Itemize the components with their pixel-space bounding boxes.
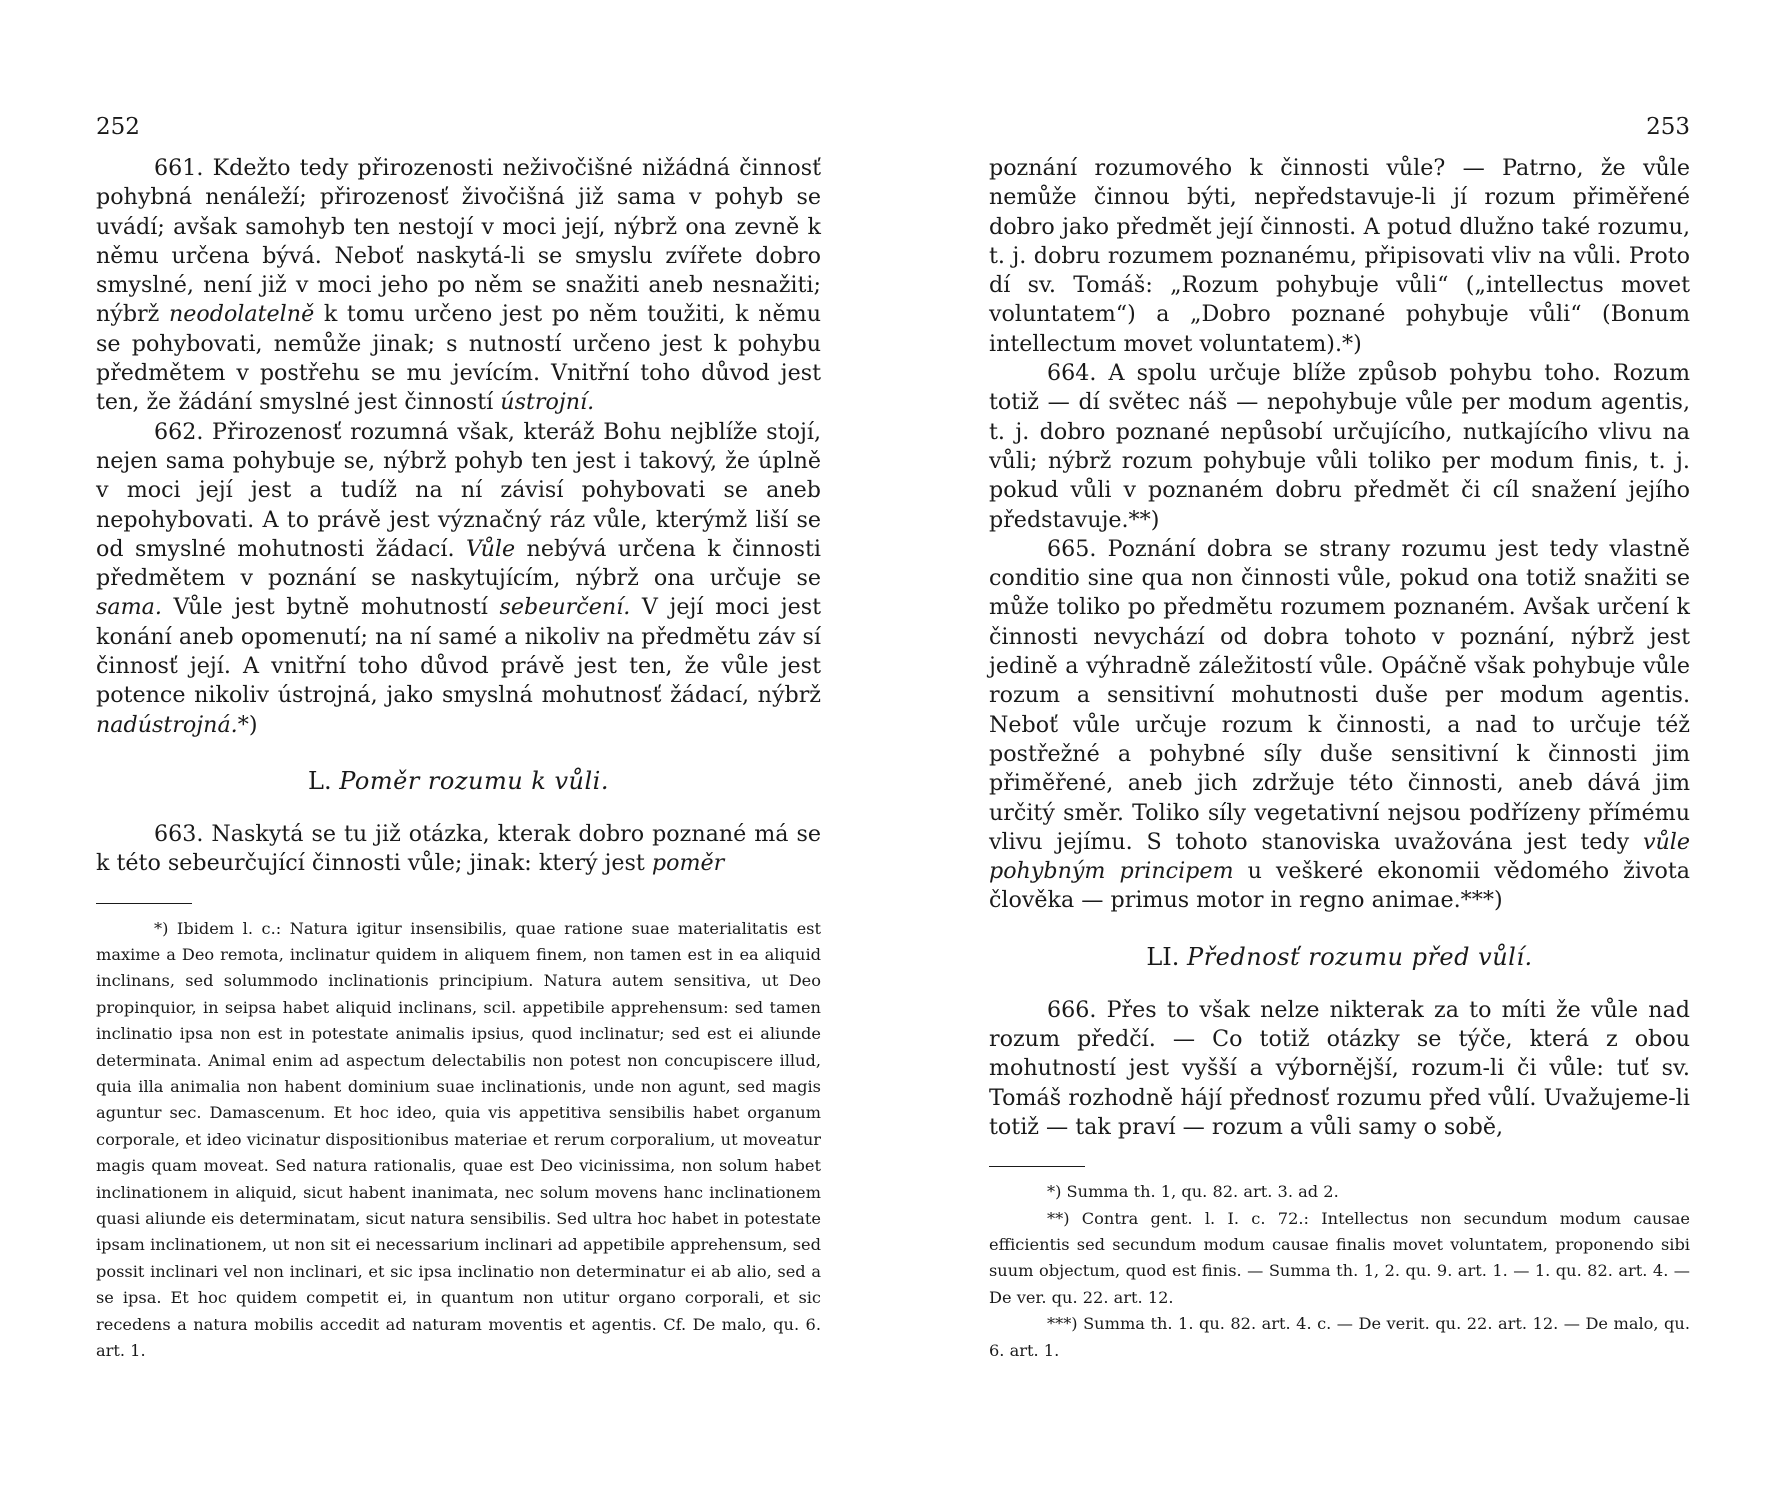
- page-number-right: 253: [1646, 114, 1690, 140]
- italic-text: sama.: [96, 594, 162, 621]
- section-heading-L: [96, 766, 821, 796]
- page-number-left: 252: [96, 114, 140, 140]
- paragraph-665: [989, 535, 1690, 916]
- italic-text: Vůle: [465, 535, 516, 562]
- footnote-divider: [96, 903, 192, 904]
- italic-text: poměr: [651, 850, 725, 877]
- text-run: k tomu určeno jest po něm toužiti, k němu se pohybovati, nemůže jinak; s nutností určeno jest k pohybu předmětem v postřehu se mu jevícím. Vnitřní toho důvod jest ten, že žádání smyslné jest činností: [96, 301, 821, 416]
- footnote-divider: [989, 1166, 1085, 1167]
- italic-text: ústrojní.: [500, 389, 595, 416]
- text-run: *): [237, 711, 258, 738]
- footnote-right-2: **) Contra gent. l. I. c. 72.: Intellectus non secundum modum causae efficientis sed secundum modum causae finalis movet voluntatem, proponendo sibi suum objectum, quod est finis. — Summa th. 1, 2. qu. 9. art. 1. — 1. qu. 82. art. 4. — De ver. qu. 22. art. 12.: [989, 1208, 1690, 1307]
- text-run: 665. Poznání dobra se strany rozumu jest tedy vlastně conditio sine qua non činnosti vůle, pokud ona totiž snažiti se může toliko po předmětu rozumem poznaném. Avšak určení k činnosti nevychází od dobra tohoto v poznání, nýbrž jest jedině a výhradně záležitostí vůle. Opáčně však pohybuje vůle rozum a sensitivní mohutnosti duše per modum agentis. Neboť vůle určuje rozum k činnosti, a nad to určuje též postřežné a pohybné síly duše sensitivní k činnosti jim přiměřené, aneb jich zdržuje této činnosti, aneb dává jim určitý směr. Toliko síly vegetativní nejsou podřízeny přímému vlivu jejímu. S tohoto stanoviska uvažována jest tedy: [989, 535, 1690, 855]
- text-run: 661. Kdežto tedy přirozenosti neživočišné nižádná činnosť pohybná nenáleží; přirozenosť živočišná již sama v pohyb se uvádí; avšak samohyb ten nestojí v moci její, nýbrž ona zevně k němu určena bývá. Neboť naskytá-li se smyslu zvířete dobro smyslné, není již v moci jeho po něm se snažiti aneb nesnažiti; nýbrž: [96, 155, 821, 328]
- footnote-left: *) Ibidem l. c.: Natura igitur insensibilis, quae ratione suae materialitatis est maxime a Deo remota, inclinatur quidem in aliquem finem, non tamen est in ea aliquid inclinans, sed solummodo inclinationis principium. Natura autem sensitiva, ut Deo propinquior, in seipsa habet aliquid inclinans, scil. appetibile apprehensum: sed tamen inclinatio ipsa non est in potestate animalis ipsius, quod inclinatur; sed est ei aliunde determinata. Animal enim ad aspectum delectabilis non potest non concupiscere illud, quia illa animalia non habent dominium suae inclinationis, unde non agunt, sed magis aguntur sec. Damascenum. Et hoc ideo, quia vis appetitiva sensibilis habet organum corporale, et ideo vicinatur dispositionibus materiae et rerum corporalium, ut moveatur magis quam moveat. Sed natura rationalis, quae est Deo vicinissima, non solum habet inclinationem in aliquid, sicut habent inanimata, nec solum movens hanc inclinationem quasi aliunde eis determinatam, sicut natura sensibilis. Sed ultra hoc habet in potestate ipsam inclinationem, ut non sit ei necessarium inclinari ad appetibile apprehensum, sed possit inclinari vel non inclinari, et sic ipsa inclinatio non determinatur ei ab alio, sed a se ipsa. Et hoc quidem competit ei, in quantum non utitur organo corporali, et sic recedens a natura mobilis accedit ad naturam moventis et agentis. Cf. De malo, qu. 6. art. 1.: [96, 918, 821, 1361]
- paragraph-663: [96, 820, 821, 879]
- italic-text: neodolatelně: [168, 301, 315, 328]
- paragraph-666: 666. Přes to však nelze nikterak za to míti že vůle nad rozum předčí. — Co totiž otázky se týče, která z obou mohutností jest vyšší a výbornější, rozum-li či vůle: tuť sv. Tomáš rozhodně hájí přednosť rozumu před vůlí. Uvažujeme-li totiž — tak praví — rozum a vůli samy o sobě,: [989, 996, 1690, 1140]
- text-run: u veškeré ekonomii vědomého života člověka — primus motor in regno animae.***): [989, 858, 1690, 914]
- italic-text: sebeurčení.: [499, 594, 631, 621]
- paragraph-661: [96, 154, 821, 418]
- footnote-right-3: ***) Summa th. 1. qu. 82. art. 4. c. — De verit. qu. 22. art. 12. — De malo, qu. 6. art. 1.: [989, 1314, 1690, 1360]
- section-heading-LI: [989, 942, 1690, 972]
- right-page: [893, 0, 1786, 1500]
- section-number: LI.: [1146, 942, 1180, 971]
- footnote-right-1: *) Summa th. 1, qu. 82. art. 3. ad 2.: [1047, 1182, 1339, 1202]
- section-title: Přednosť rozumu před vůlí.: [1187, 942, 1533, 971]
- text-run: 663. Naskytá se tu již otázka, kterak dobro poznané má se k této sebeurčující činnosti vůle; jinak: který jest: [96, 820, 821, 877]
- text-run: 662. Přirozenosť rozumná však, kteráž Bohu nejblíže stojí, nejen sama pohybuje se, nýbrž pohyb ten jest i takový, že úplně v moci její jest a tudíž na ní závisí pohybovati se aneb nepohybovati. A to právě jest význačný ráz vůle, kterýmž liší se od smyslné mohutnosti žádací.: [96, 418, 821, 562]
- paragraph-662: [96, 418, 821, 740]
- text-run: nebývá určena k činnosti předmětem v poznání se naskytujícím, nýbrž ona určuje se: [96, 535, 821, 592]
- text-run: V její moci jest konání aneb opomenutí; na ní samé a nikoliv na předmětu záv sí činnosť její. A vnitřní toho důvod právě jest ten, že vůle jest potence nikoliv ústrojná, jako smyslná mohutnosť žádací, nýbrž: [96, 594, 822, 709]
- italic-text: vůle pohybným principem: [989, 828, 1690, 885]
- paragraph-664: 664. A spolu určuje blíže způsob pohybu toho. Rozum totiž — dí světec náš — nepohybuje vůle per modum agentis, t. j. dobro poznané nepůsobí určujícího, nutkajícího vlivu na vůli; nýbrž rozum pohybuje vůli toliko per modum finis, t. j. pokud vůli v poznaném dobru předmět či cíl snažení jejího představuje.**): [989, 360, 1690, 533]
- paragraph-continuation: poznání rozumového k činnosti vůle? — Patrno, že vůle nemůže činnou býti, nepředstavuje-li jí rozum přiměřené dobro jako předmět její činnosti. A potud dlužno také rozumu, t. j. dobru rozumem poznanému, připisovati vliv na vůli. Proto dí sv. Tomáš: „Rozum pohybuje vůli“ („intellectus movet voluntatem“) a „Dobro poznané pohybuje vůli“ (Bonum intellectum movet voluntatem).*): [989, 155, 1690, 357]
- section-title: Poměr rozumu k vůli.: [339, 766, 609, 795]
- section-number: L.: [308, 766, 332, 795]
- text-run: Vůle jest bytně mohutností: [161, 594, 500, 621]
- italic-text: nadústrojná.: [96, 711, 238, 738]
